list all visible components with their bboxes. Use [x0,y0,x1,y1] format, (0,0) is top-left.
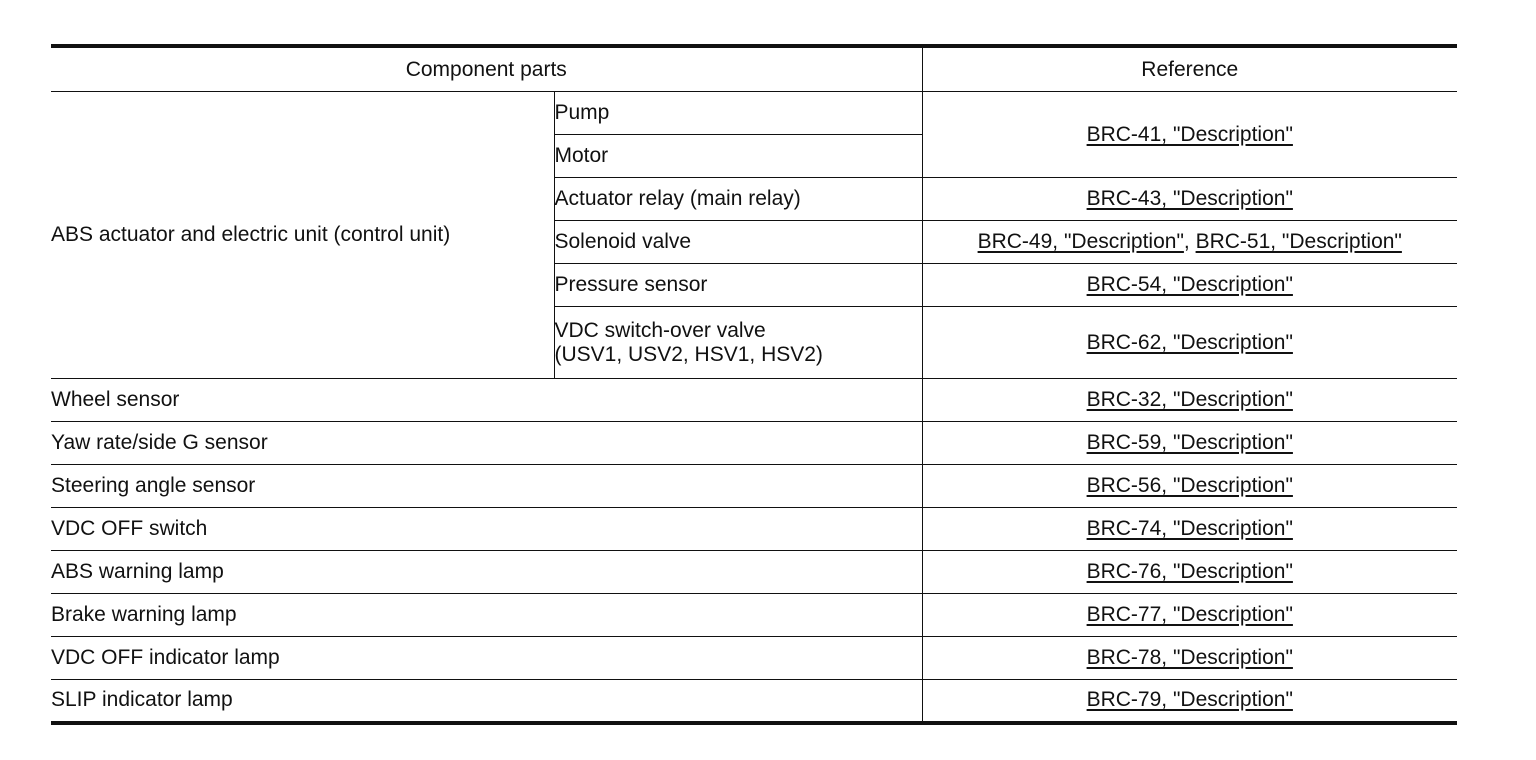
reference-link[interactable]: BRC-43, "Description" [1086,187,1293,210]
part-name: VDC OFF indicator lamp [51,637,922,680]
table-row [51,92,1457,135]
reference-cell [922,508,1457,551]
reference-cell [922,594,1457,637]
table-row [51,637,1457,680]
reference-cell [922,178,1457,221]
reference-link[interactable]: BRC-54, "Description" [1086,273,1293,296]
table-row [51,465,1457,508]
part-name: Yaw rate/side G sensor [51,422,922,465]
reference-link[interactable]: BRC-77, "Description" [1086,603,1293,626]
part-name: Motor [554,135,922,178]
reference-cell [922,422,1457,465]
reference-link[interactable]: BRC-62, "Description" [1086,330,1293,354]
part-name: Solenoid valve [554,221,922,264]
component-reference-table [51,44,1457,725]
reference-cell [922,465,1457,508]
reference-cell [922,551,1457,594]
table-row [51,551,1457,594]
reference-cell [922,637,1457,680]
reference-link[interactable]: BRC-79, "Description" [1086,688,1293,712]
reference-cell [922,680,1457,723]
header-row [51,46,1457,92]
part-name: Pump [554,92,922,135]
abs-actuator-group-label: ABS actuator and electric unit (control unit) [51,92,554,379]
reference-link[interactable]: BRC-74, "Description" [1086,517,1293,540]
reference-link[interactable]: BRC-32, "Description" [1086,388,1293,411]
part-name-line: VDC switch-over valve [554,318,766,342]
part-name: SLIP indicator lamp [51,680,922,723]
part-name: ABS warning lamp [51,551,922,594]
table-row [51,594,1457,637]
part-name: Brake warning lamp [51,594,922,637]
reference-link[interactable]: BRC-78, "Description" [1086,646,1293,669]
header-reference: Reference [922,46,1457,92]
part-name: Pressure sensor [554,264,922,307]
reference-link[interactable]: BRC-41, "Description" [1086,122,1293,146]
reference-separator: , [1183,230,1196,253]
reference-cell [922,264,1457,307]
table-row [51,508,1457,551]
reference-link[interactable]: BRC-59, "Description" [1086,431,1293,454]
part-name: VDC OFF switch [51,508,922,551]
table-row [51,379,1457,422]
reference-link[interactable]: BRC-49, "Description" [977,230,1184,253]
reference-cell [922,221,1457,264]
part-name: Wheel sensor [51,379,922,422]
reference-cell [922,307,1457,379]
part-name: Steering angle sensor [51,465,922,508]
part-name: Actuator relay (main relay) [554,178,922,221]
table-row [51,680,1457,723]
reference-link[interactable]: BRC-51, "Description" [1195,230,1402,253]
table-row [51,422,1457,465]
header-component-parts: Component parts [51,46,922,92]
reference-cell [922,379,1457,422]
reference-link[interactable]: BRC-76, "Description" [1086,560,1293,583]
part-name-line: (USV1, USV2, HSV1, HSV2) [554,342,823,366]
reference-link[interactable]: BRC-56, "Description" [1086,474,1293,497]
part-name [554,307,922,379]
reference-cell [922,92,1457,178]
